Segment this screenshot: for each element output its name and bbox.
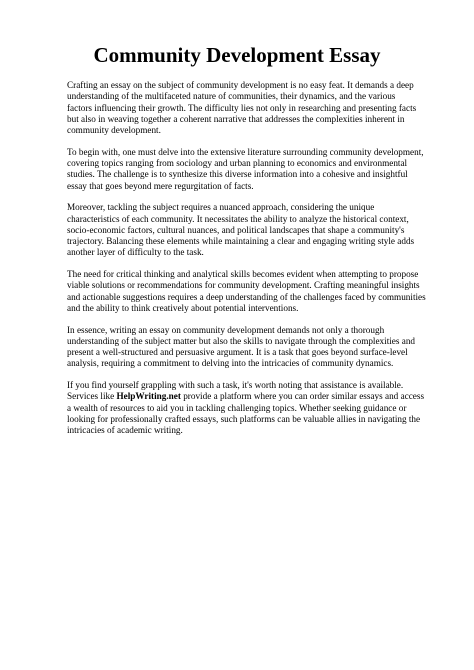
text-line: covering topics ranging from sociology and urban planning to economics and environmental bbox=[67, 158, 408, 168]
text-line: trajectory. Balancing these elements while maintaining a clear and engaging writing style adds bbox=[67, 236, 415, 246]
text-line: essay that goes beyond mere regurgitation of facts. bbox=[67, 180, 254, 191]
helpwriting-link[interactable]: HelpWriting.net bbox=[116, 391, 181, 402]
text-fragment: provide a platform where you can order similar essays and access bbox=[180, 391, 425, 402]
text-line: understanding of the subject matter but also the skills to navigate through the complexities and bbox=[67, 335, 416, 346]
document-body bbox=[67, 80, 426, 447]
text-line: factors influencing their growth. The difficulty lies not only in researching and presenting facts bbox=[67, 102, 417, 113]
text-line: community development. bbox=[67, 125, 161, 135]
text-line: studies. The challenge is to synthesize this diverse information into a cohesive and insightful bbox=[67, 169, 408, 180]
text-line: intricacies of academic writing. bbox=[67, 425, 183, 435]
text-line: and actionable suggestions requires a deep understanding of the challenges faced by communities bbox=[67, 291, 426, 302]
text-line: present a well-structured and persuasive argument. It is a task that goes beyond surface-level bbox=[67, 347, 408, 357]
text-line: characteristics of each community. It necessitates the ability to analyze the historical context, bbox=[67, 213, 409, 224]
text-line: socio-economic factors, cultural nuances, and political landscapes that shape a community's bbox=[67, 224, 405, 235]
paragraph-5 bbox=[67, 324, 416, 370]
text-fragment: Services like bbox=[67, 391, 117, 402]
text-line: and the ability to think creatively about potential interventions. bbox=[67, 302, 299, 313]
document-title: Community Development Essay bbox=[93, 43, 381, 67]
text-line: If you find yourself grappling with such a task, it's worth noting that assistance is available. bbox=[67, 380, 404, 390]
text-line: In essence, writing an essay on community development demands not only a thorough bbox=[67, 324, 385, 335]
text-line: viable solutions or recommendations for community development. Crafting meaningful insights bbox=[67, 280, 420, 291]
text-line: a wealth of resources to aid you in tackling challenging topics. Whether seeking guidance or bbox=[67, 402, 407, 413]
paragraph-6 bbox=[67, 380, 425, 436]
text-line: but also in weaving together a coherent narrative that addresses the complexities inherent in bbox=[67, 113, 405, 124]
paragraph-1 bbox=[67, 80, 417, 136]
text-line: The need for critical thinking and analytical skills becomes evident when attempting to propose bbox=[67, 269, 419, 279]
paragraph-4 bbox=[67, 269, 426, 314]
text-line: understanding of the multifaceted nature of communities, their dynamics, and the various bbox=[67, 91, 396, 102]
paragraph-3 bbox=[67, 202, 413, 258]
text-line: analysis, requiring a commitment to delving into the intricacies of community dynamics. bbox=[67, 358, 394, 369]
text-line-with-link bbox=[67, 391, 425, 402]
text-line: another layer of difficulty to the task. bbox=[67, 247, 204, 258]
text-line: To begin with, one must delve into the extensive literature surrounding community development, bbox=[67, 146, 424, 157]
text-line: looking for professionally crafted essays, such platforms can be valuable allies in navigating the bbox=[67, 413, 421, 424]
text-line: Moreover, tackling the subject requires a nuanced approach, considering the unique bbox=[67, 202, 375, 213]
text-line: Crafting an essay on the subject of community development is no easy feat. It demands a deep bbox=[67, 80, 414, 90]
paragraph-2 bbox=[67, 146, 424, 192]
